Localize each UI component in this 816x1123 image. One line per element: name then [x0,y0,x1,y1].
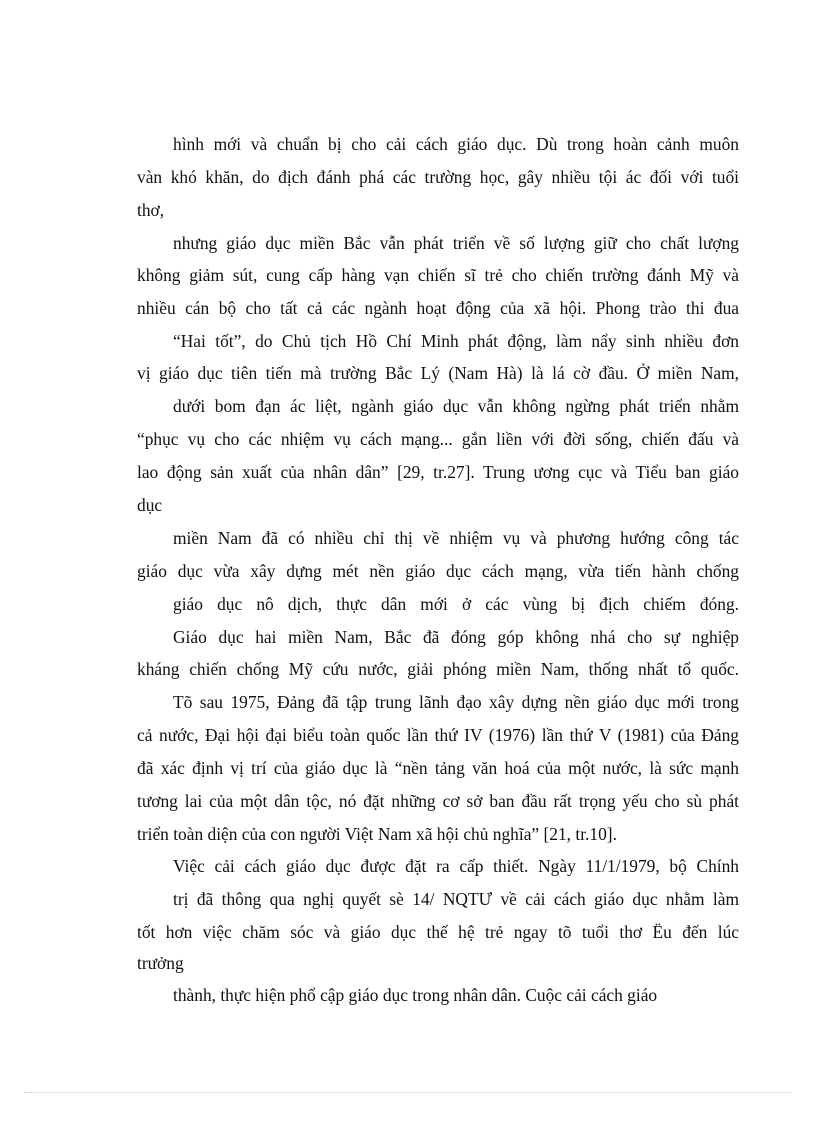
text-line: giáo dục nô dịch, thực dân mới ở các vùng bị địch chiếm đóng. [173,594,739,614]
text-line: Giáo dục hai miền Nam, Bắc đã đóng góp không nhá cho sự nghiệp [173,627,739,647]
text-line: miền Nam đã có nhiều chỉ thị về nhiệm vụ và phương hướng công tác [173,528,739,548]
text-line: hình mới và chuẩn bị cho cải cách giáo dục. Dù trong hoàn cảnh muôn [173,134,739,154]
text-line: kháng chiến chống Mỹ cứu nước, giải phóng miền Nam, thống nhất tổ quốc. [137,659,739,679]
text-line: đã xác định vị trí của giáo dục là “nền tảng văn hoá của một nước, là sức mạnh [137,758,739,778]
text-line: dục [137,495,163,515]
text-line: thơ, [137,200,165,220]
text-line: Tõ sau 1975, Đảng đã tập trung lãnh đạo xây dựng nền giáo dục mới trong [173,692,739,712]
text-line: “Hai tốt”, do Chủ tịch Hồ Chí Minh phát động, làm nẩy sinh nhiều đơn [173,331,739,351]
text-line: lao động sản xuất của nhân dân” [29, tr.27]. Trung ương cục và Tiểu ban giáo [137,462,739,482]
text-line: tốt hơn việc chăm sóc và giáo dục thế hệ trẻ ngay tõ tuổi thơ Ëu đến lúc [137,922,739,942]
text-line: nhiều cán bộ cho tất cả các ngành hoạt động của xã hội. Phong trào thi đua [137,298,739,318]
text-line: Việc cải cách giáo dục được đặt ra cấp thiết. Ngày 11/1/1979, bộ Chính [173,856,739,876]
text-line: vị giáo dục tiên tiến mà trường Bắc Lý (Nam Hà) là lá cờ đầu. Ở miền Nam, [137,363,739,383]
text-line: thành, thực hiện phổ cập giáo dục trong nhân dân. Cuộc cải cách giáo [173,985,658,1005]
text-line: không giảm sút, cung cấp hàng vạn chiến sĩ trẻ cho chiến trường đánh Mỹ và [137,265,739,285]
text-line: trị đã thông qua nghị quyết sè 14/ NQTƯ về cải cách giáo dục nhằm làm [173,889,739,909]
text-line: tương lai của một dân tộc, nó đặt những cơ sở ban đầu rất trọng yếu cho sù phát [137,791,739,811]
text-line: nhưng giáo dục miền Bắc vẫn phát triển về số lượng giữ cho chất lượng [173,233,739,253]
text-line: cả nước, Đại hội đại biểu toàn quốc lần thứ IV (1976) lần thứ V (1981) của Đảng [137,725,739,745]
text-line: giáo dục vừa xây dựng mét nền giáo dục cách mạng, vừa tiến hành chống [137,561,739,581]
text-line: dưới bom đạn ác liệt, ngành giáo dục vẫn không ngừng phát triển nhằm [173,396,739,416]
text-line: triển toàn diện của con người Việt Nam xã hội chủ nghĩa” [21, tr.10]. [137,824,617,844]
page-bottom-dotted-rule [24,1092,792,1093]
text-line: “phục vụ cho các nhiệm vụ cách mạng... gắn liền với đời sống, chiến đấu và [137,429,739,449]
text-line: vàn khó khăn, do địch đánh phá các trường học, gây nhiều tội ác đối với tuổi [137,167,739,187]
text-line: trưởng [137,953,184,973]
